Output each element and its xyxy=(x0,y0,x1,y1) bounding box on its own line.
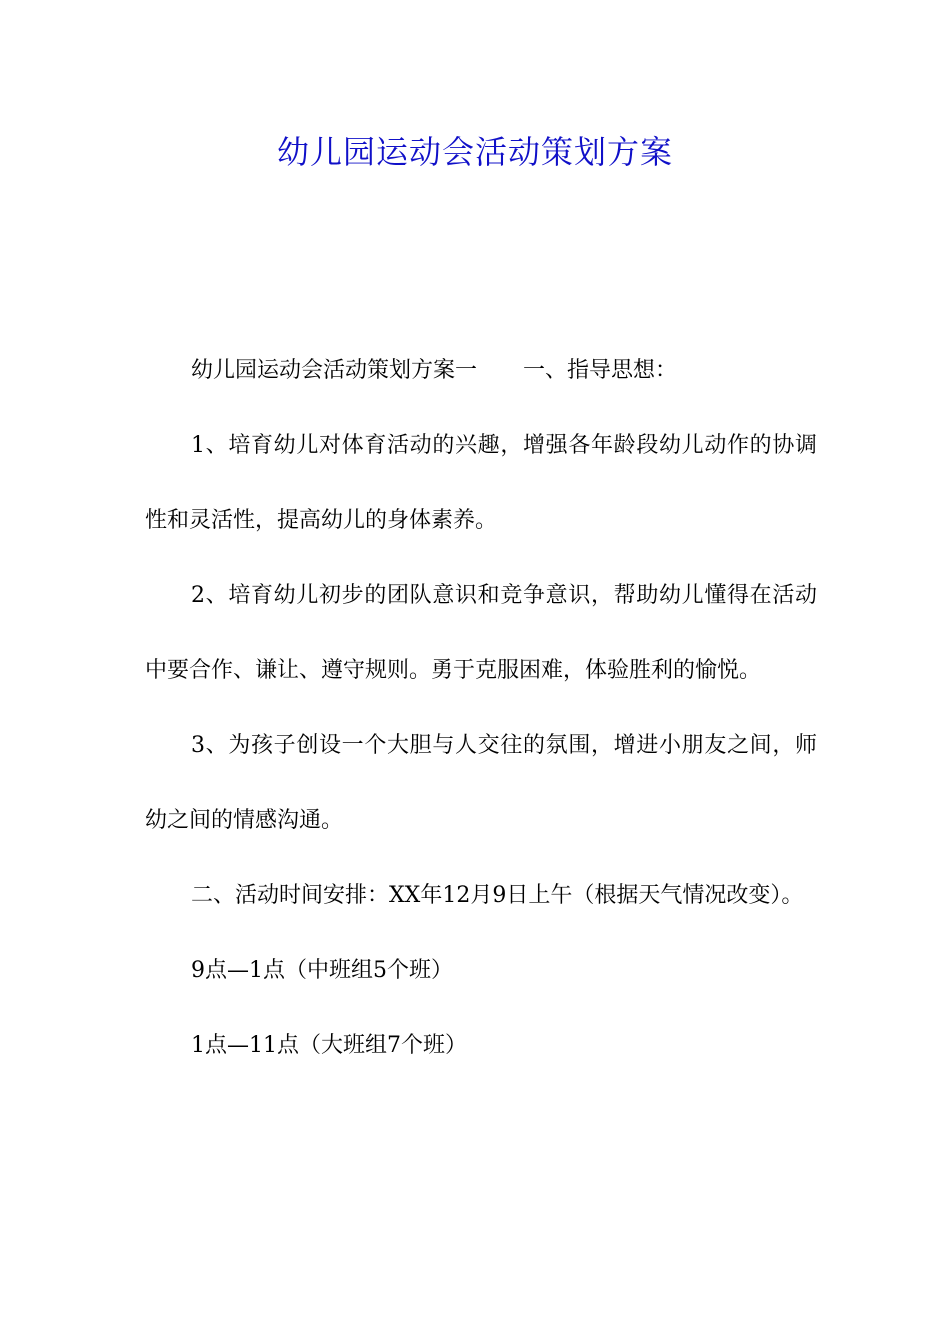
paragraph-3: 3、为孩子创设一个大胆与人交往的氛围，增进小朋友之间，师幼之间的情感沟通。 xyxy=(145,733,817,833)
document-title: 幼儿园运动会活动策划方案 xyxy=(276,133,673,171)
schedule-item-senior-class: 1点—11点（大班组7个班） xyxy=(191,1033,467,1058)
plan-subtitle: 幼儿园运动会活动策划方案一 xyxy=(191,358,478,383)
document-body xyxy=(145,333,817,1083)
paragraph-2: 2、培育幼儿初步的团队意识和竞争意识，帮助幼儿懂得在活动中要合作、谦让、遵守规则。勇于克服困难，体验胜利的愉悦。 xyxy=(145,583,817,683)
section-heading-guiding-ideas: 一、指导思想： xyxy=(523,358,678,383)
heading-line xyxy=(145,333,817,408)
schedule-item-middle-class: 9点—1点（中班组5个班） xyxy=(191,958,453,983)
section-heading-schedule: 二、活动时间安排：XX年12月9日上午（根据天气情况改变）。 xyxy=(191,883,804,908)
paragraph-1: 1、培育幼儿对体育活动的兴趣，增强各年龄段幼儿动作的协调性和灵活性，提高幼儿的身体素养。 xyxy=(145,433,817,533)
